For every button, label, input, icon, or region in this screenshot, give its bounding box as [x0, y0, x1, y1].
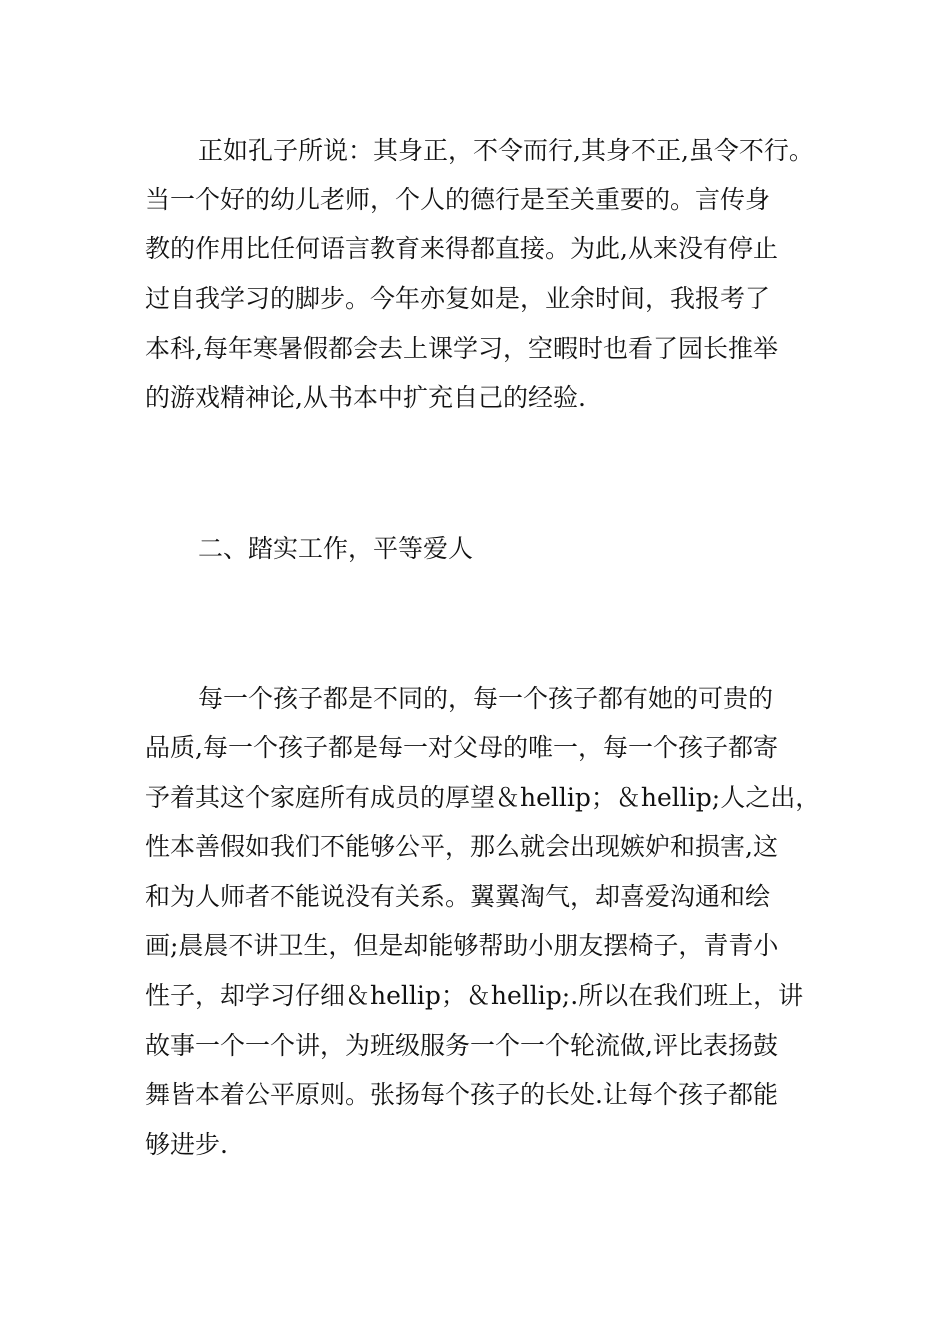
paragraph-line: 正如孔子所说：其身正，不令而行,其身不正,虽令不行。	[198, 136, 814, 165]
paragraph-line: 教的作用比任何语言教育来得都直接。为此,从来没有停止	[145, 234, 778, 263]
section-heading: 二、踏实工作，平等爱人	[198, 534, 474, 563]
paragraph-line: 故事一个一个讲，为班级服务一个一个轮流做,评比表扬鼓	[145, 1031, 778, 1060]
paragraph-line: 性本善假如我们不能够公平，那么就会出现嫉妒和损害,这	[145, 832, 778, 861]
paragraph-line: 每一个孩子都是不同的，每一个孩子都有她的可贵的	[198, 684, 774, 713]
paragraph-line: 的游戏精神论,从书本中扩充自己的经验.	[145, 383, 586, 412]
paragraph-line: 画;晨晨不讲卫生，但是却能够帮助小朋友摆椅子，青青小	[145, 931, 779, 960]
paragraph-line: 舞皆本着公平原则。张扬每个孩子的长处.让每个孩子都能	[145, 1080, 778, 1109]
paragraph-line: 性子，却学习仔细＆hellip；＆hellip;.所以在我们班上，讲	[145, 981, 804, 1010]
paragraph-line: 当一个好的幼儿老师，个人的德行是至关重要的。言传身	[145, 185, 771, 214]
paragraph-line: 和为人师者不能说没有关系。翼翼淘气，却喜爱沟通和绘	[145, 882, 771, 911]
paragraph-line: 品质,每一个孩子都是每一对父母的唯一，每一个孩子都寄	[145, 733, 778, 762]
paragraph-line: 予着其这个家庭所有成员的厚望＆hellip；＆hellip;人之出，	[145, 783, 821, 812]
paragraph-line: 过自我学习的脚步。今年亦复如是，业余时间，我报考了	[145, 284, 771, 313]
paragraph-line: 本科,每年寒暑假都会去上课学习，空暇时也看了园长推举	[145, 334, 778, 363]
paragraph-line: 够进步.	[145, 1130, 228, 1159]
